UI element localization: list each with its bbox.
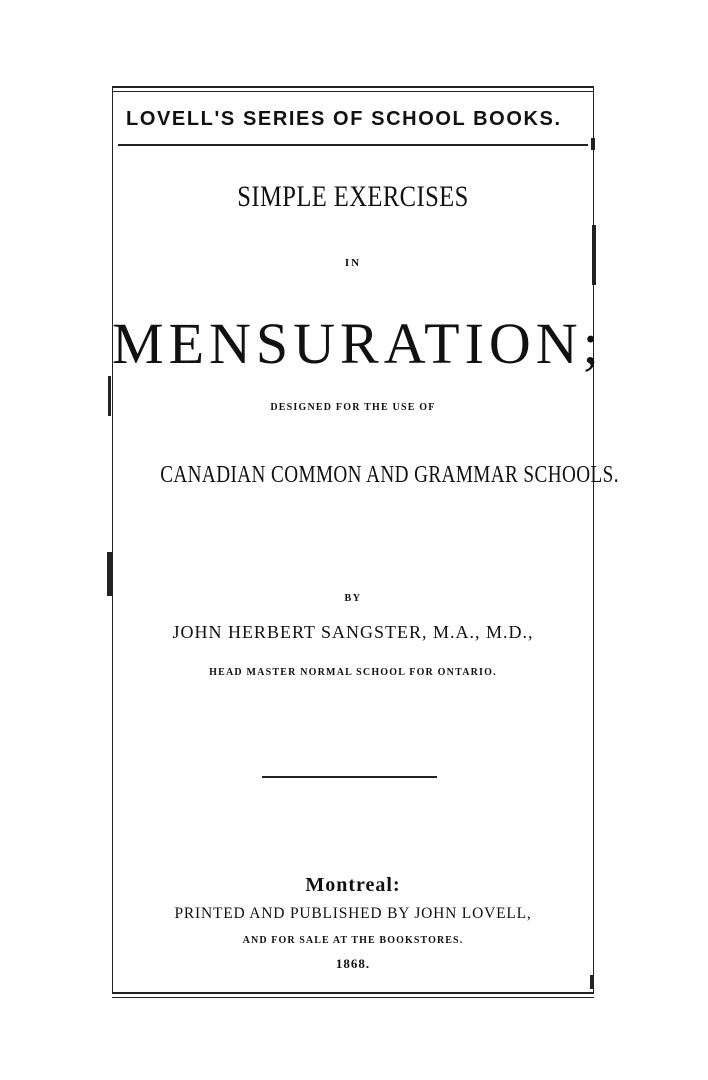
imprint-year: 1868.: [335, 956, 371, 971]
margin-blemish: [108, 376, 111, 416]
bottom-border-rule: [112, 992, 594, 994]
series-heading: LOVELL'S SERIES OF SCHOOL BOOKS.: [126, 108, 562, 130]
imprint-publisher: PRINTED AND PUBLISHED BY JOHN LOVELL,: [174, 905, 532, 922]
bottom-border-rule-outer: [112, 997, 594, 998]
by-line: BY: [344, 593, 362, 604]
margin-blemish: [107, 552, 112, 596]
margin-blemish: [591, 138, 595, 150]
top-border-rule: [112, 86, 594, 88]
imprint-sale-note: AND FOR SALE AT THE BOOKSTORES.: [242, 935, 464, 946]
title-line-simple-exercises: SIMPLE EXERCISES: [237, 180, 469, 213]
imprint-place: Montreal:: [305, 874, 401, 896]
designed-for-line: DESIGNED FOR THE USE OF: [270, 402, 436, 413]
main-title-mensuration: MENSURATION;: [112, 311, 604, 376]
series-underline-rule: [118, 144, 588, 146]
section-divider-rule: [262, 776, 437, 778]
schools-line: CANADIAN COMMON AND GRAMMAR SCHOOLS.: [160, 462, 619, 488]
margin-blemish: [590, 975, 594, 989]
title-connector-in: IN: [344, 257, 362, 269]
top-border-rule-inner: [112, 91, 594, 92]
margin-blemish: [592, 225, 596, 285]
author-name: JOHN HERBERT SANGSTER, M.A., M.D.,: [172, 622, 534, 642]
page-border-frame: [112, 88, 619, 994]
author-position: HEAD MASTER NORMAL SCHOOL FOR ONTARIO.: [209, 667, 497, 678]
